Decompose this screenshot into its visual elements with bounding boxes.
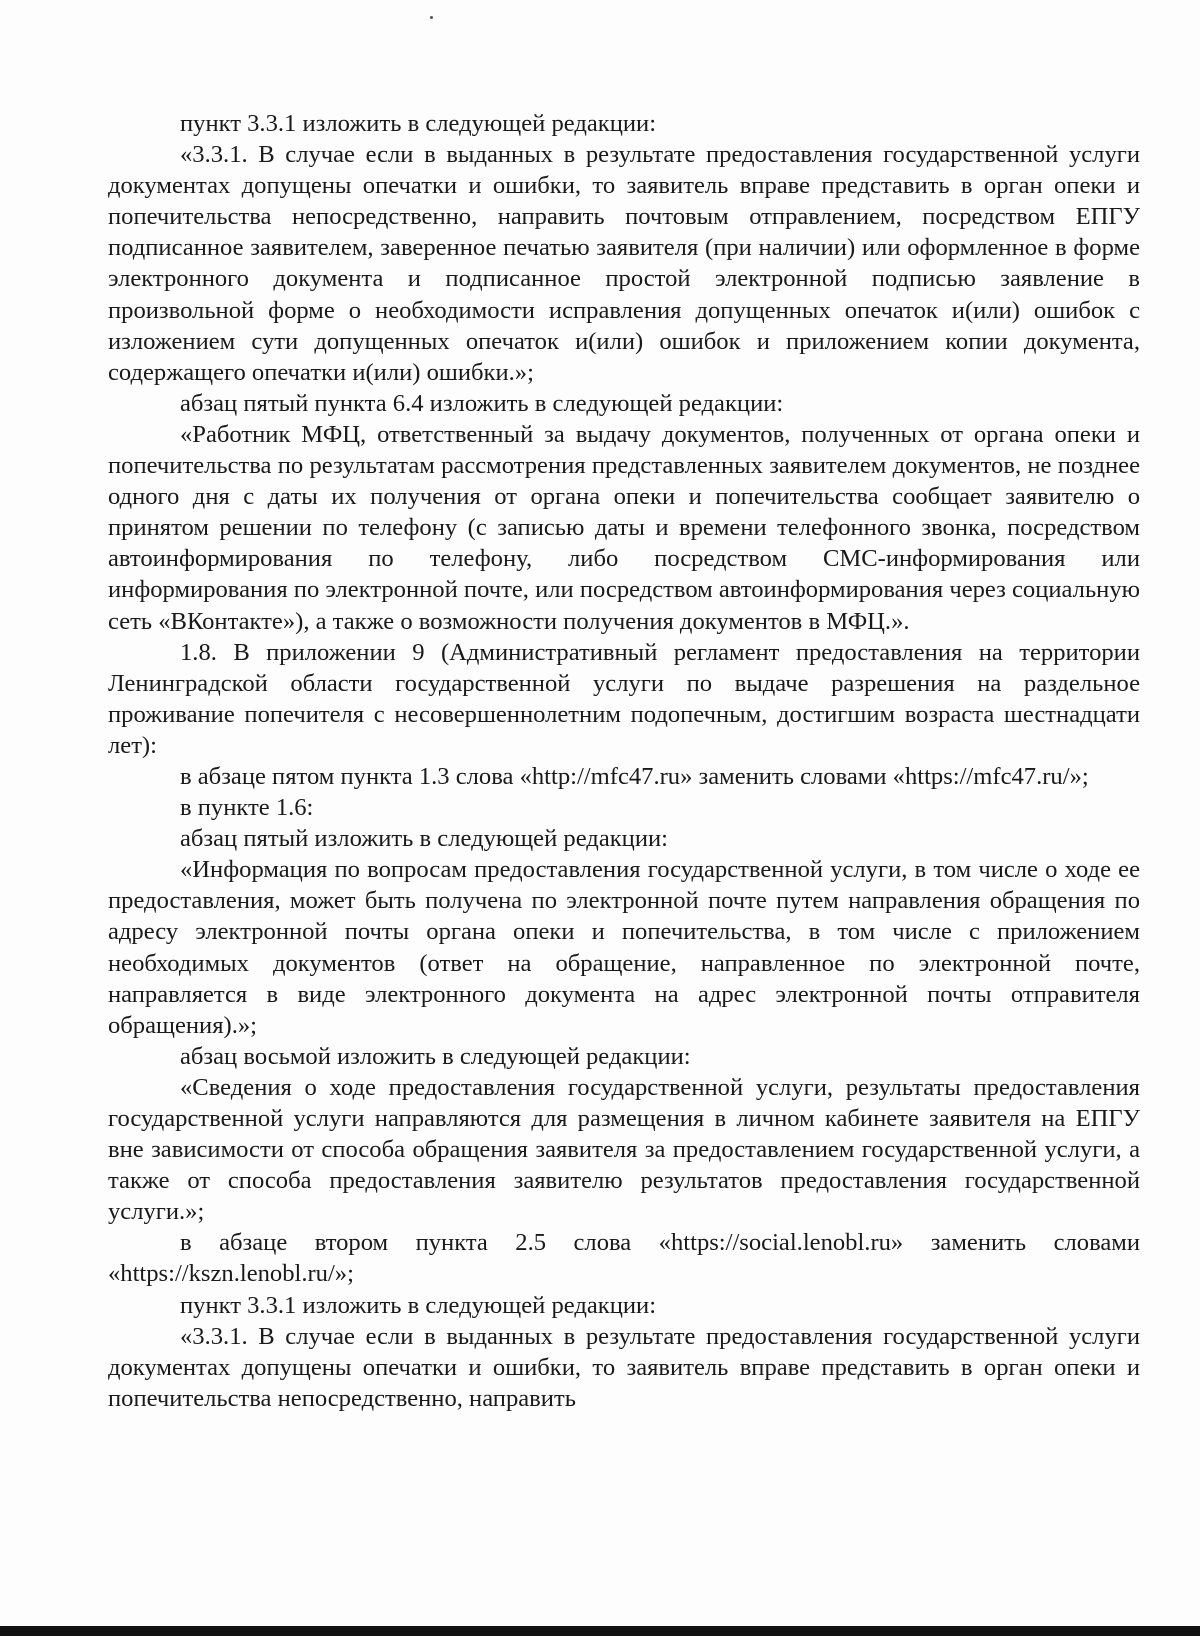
paragraph-2: «3.3.1. В случае если в выданных в результате предоставления государственной услуги документах допущены опечатки и ошибки, то заявитель вправе представить в орган опеки и попечительства непосредственно, направить почтовым отправлением, посредством ЕПГУ подписанное заявителем, заверенное печатью заявителя (при наличии) или оформленное в форме электронного документа и подписанное простой электронной подписью заявление в произвольной форме о необходимости исправления допущенных опечаток и(или) ошибок с изложением сути допущенных опечаток и(или) ошибок и приложением копии документа, содержащего опечатки и(или) ошибки.»; xyxy=(108,141,1140,386)
paragraph-14: «3.3.1. В случае если в выданных в результате предоставления государственной услуги документах допущены опечатки и ошибки, то заявитель вправе представить в орган опеки и попечительства непосредственно, направить xyxy=(108,1322,1140,1412)
paragraph-11: «Сведения о ходе предоставления государственной услуги, результаты предоставления государственной услуги направляются для размещения в личном кабинете заявителя на ЕПГУ вне зависимости от способа обращения заявителя за предоставлением государственной услуги, а также от способа предоставления заявителю результатов предоставления государственной услуги.»; xyxy=(108,1073,1140,1226)
paragraph-7: в пункте 1.6: xyxy=(180,794,314,822)
paragraph-5: 1.8. В приложении 9 (Административный регламент предоставления на территории Ленинградской области государственной услуги по выдаче разрешения на раздельное проживание попечителя с несовершеннолетним подопечным, достигшим возраста шестнадцати лет): xyxy=(108,638,1140,759)
paragraph-6: в абзаце пятом пункта 1.3 слова «http://mfc47.ru» заменить словами «https://mfc47.ru/»; xyxy=(180,762,1089,790)
paragraph-4: «Работник МФЦ, ответственный за выдачу документов, полученных от органа опеки и попечительства по результатам рассмотрения представленных заявителем документов, не позднее одного дня с даты их получения от органа опеки и попечительства сообщает заявителю о принятом решении по телефону (с записью даты и времени телефонного звонка, посредством автоинформирования по телефону, либо посредством СМС-информирования или информирования по электронной почте, или посредством автоинформирования через социальную сеть «ВКонтакте»), а также о возможности получения документов в МФЦ.». xyxy=(108,420,1140,635)
paragraph-3: абзац пятый пункта 6.4 изложить в следующей редакции: xyxy=(180,389,784,417)
paragraph-10: абзац восьмой изложить в следующей редакции: xyxy=(180,1042,691,1070)
paragraph-8: абзац пятый изложить в следующей редакции: xyxy=(180,825,668,853)
paragraph-9: «Информация по вопросам предоставления государственной услуги, в том числе о ходе ее предоставления, может быть получена по электронной почте путем направления обращения по адресу электронной почты органа опеки и попечительства, в том числе с приложением необходимых документов (ответ на обращение, направленное по электронной почте, направляется в виде электронного документа на адрес электронной почты отправителя обращения).»; xyxy=(108,856,1140,1039)
paragraph-1: пункт 3.3.1 изложить в следующей редакции: xyxy=(180,110,657,137)
scan-speck xyxy=(430,16,433,19)
paragraph-13: пункт 3.3.1 изложить в следующей редакции: xyxy=(180,1291,657,1319)
document-body xyxy=(108,108,1140,1414)
scan-bottom-edge xyxy=(0,1626,1200,1636)
paragraph-12: в абзаце втором пункта 2.5 слова «https://social.lenobl.ru» заменить словами «https://kszn.lenobl.ru/»; xyxy=(108,1229,1140,1288)
